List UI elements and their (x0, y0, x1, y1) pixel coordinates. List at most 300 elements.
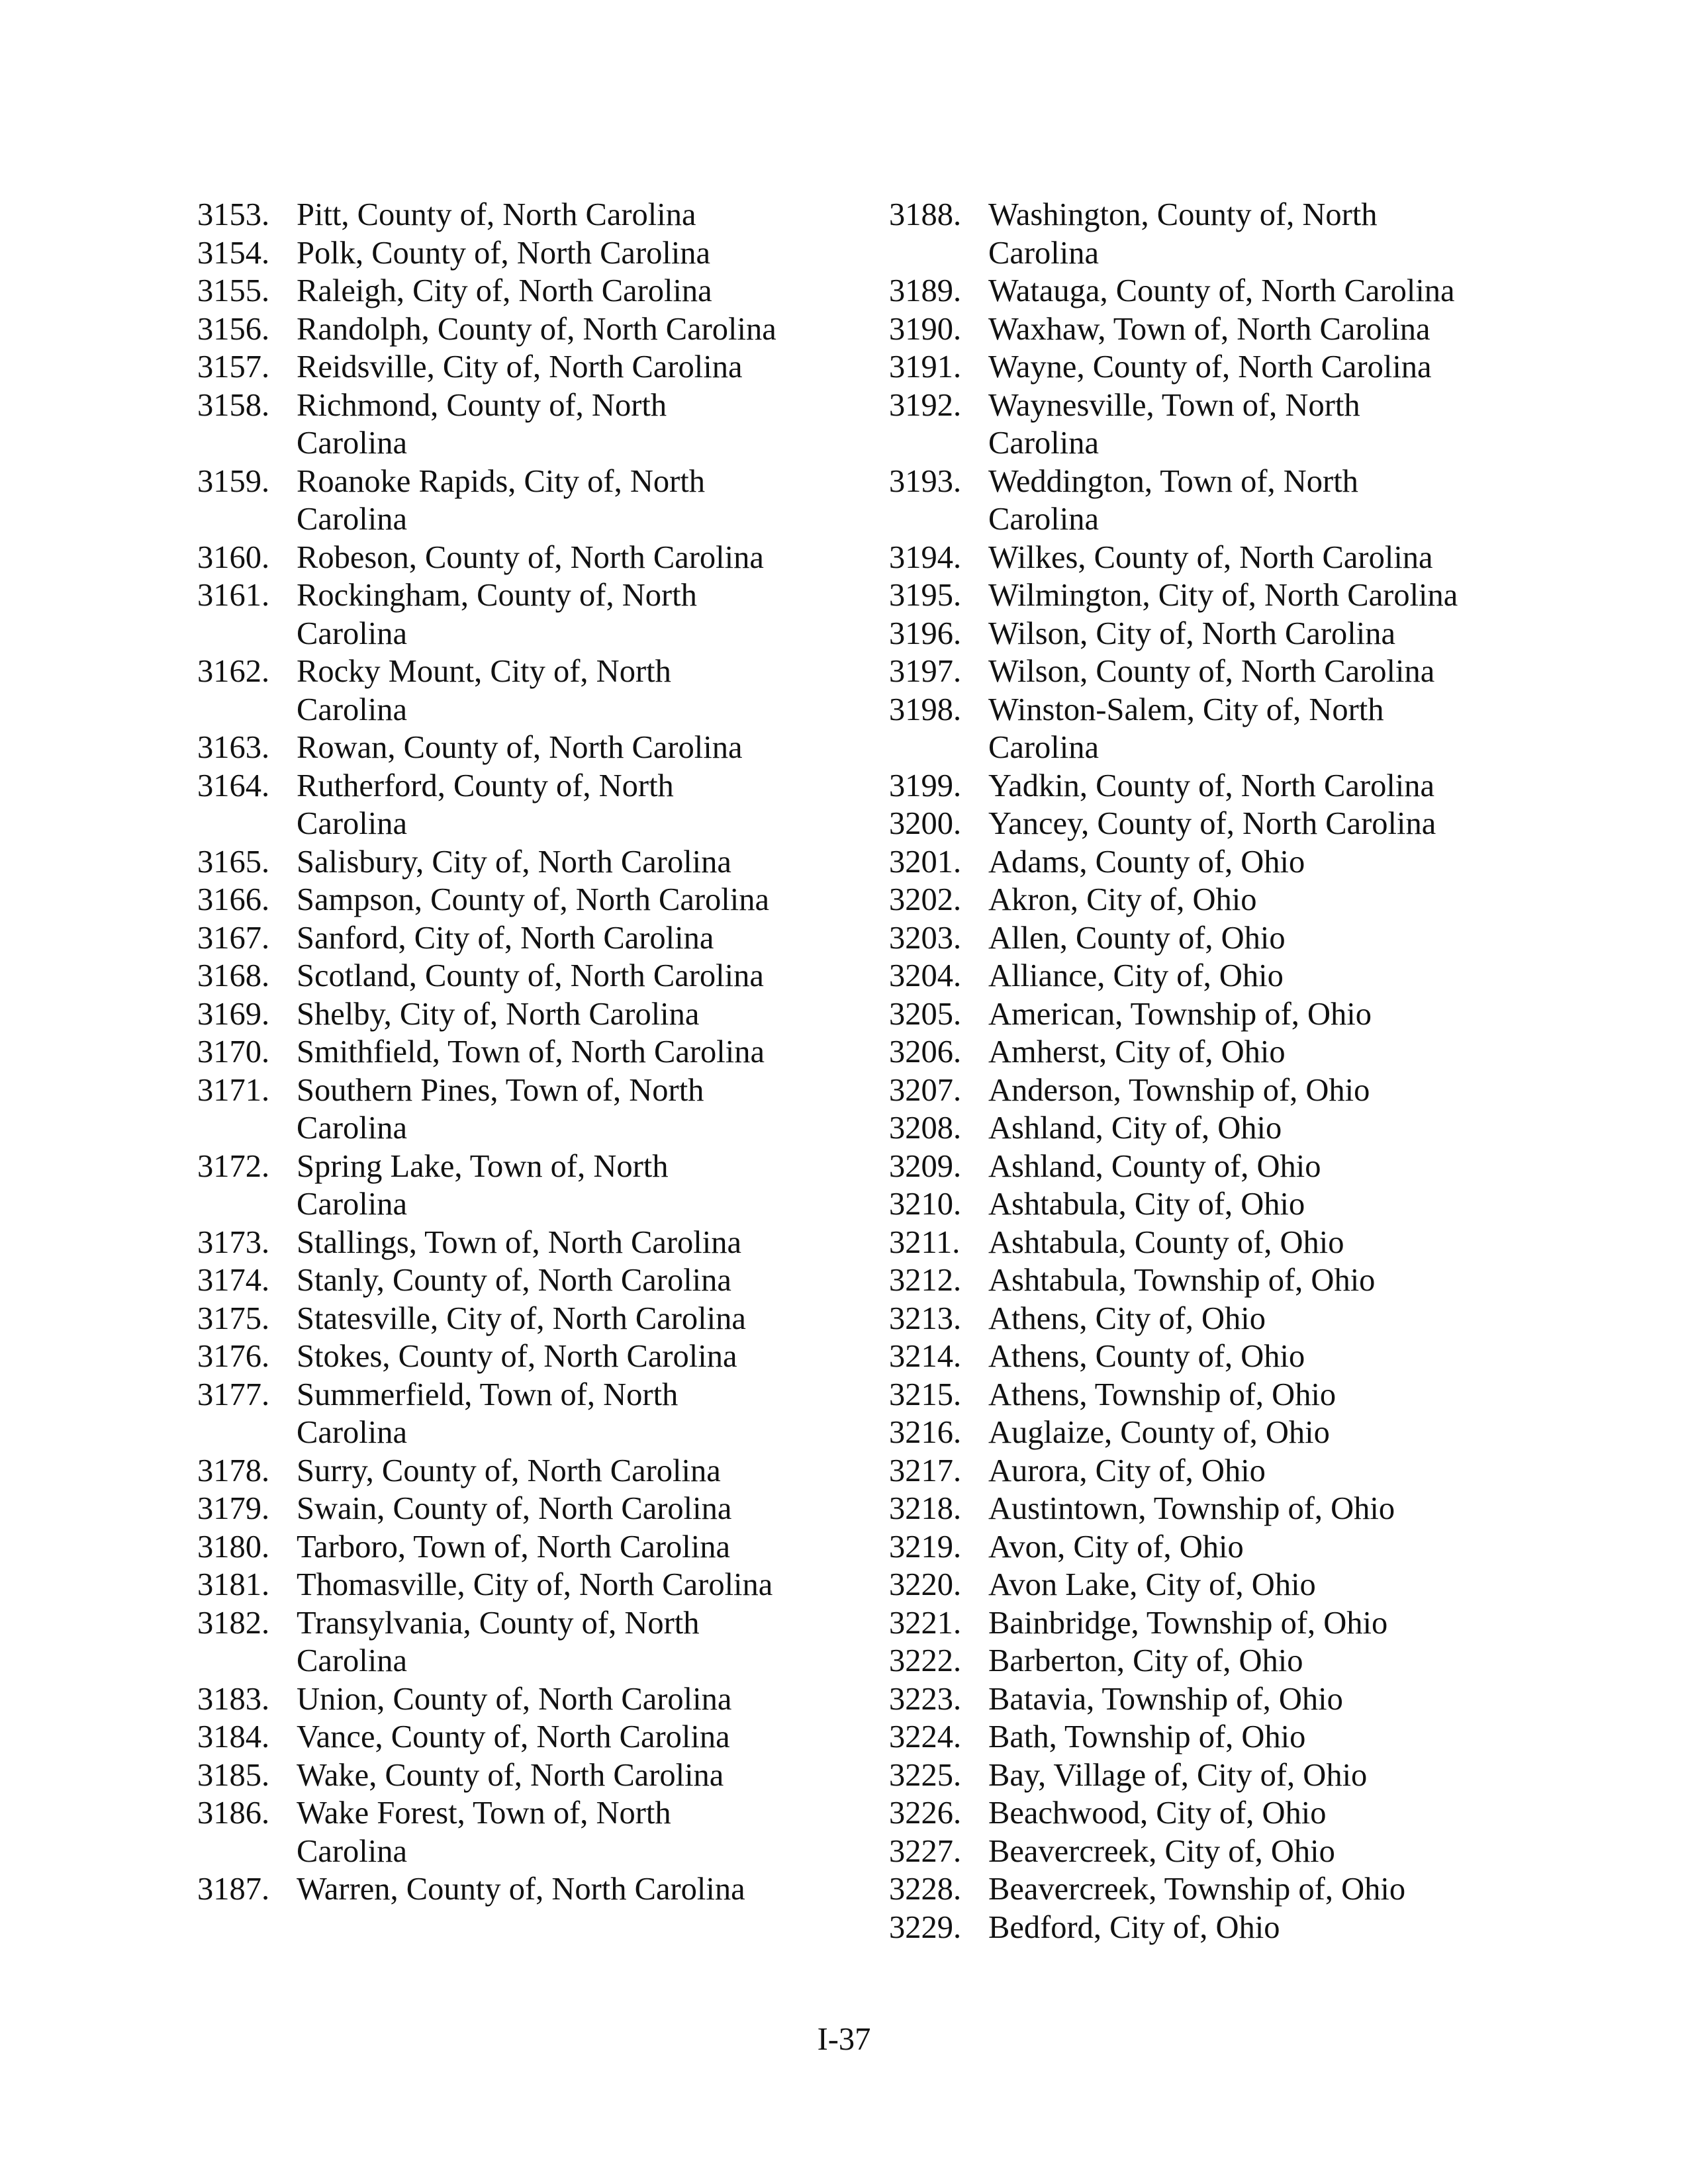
entry-name-line: Ashland, City of, Ohio (988, 1111, 1282, 1146)
entry-name (297, 1604, 859, 1680)
entry-name (988, 767, 1551, 805)
list-item (889, 843, 1551, 882)
entry-name (297, 196, 859, 234)
entry-name-line: Summerfield, Town of, North (297, 1377, 679, 1412)
entry-name-line: Auglaize, County of, Ohio (988, 1415, 1330, 1450)
entry-number: 3188. (889, 197, 962, 232)
entry-name-line: Richmond, County of, North (297, 387, 667, 423)
entry-name-line: Yadkin, County of, North Carolina (988, 768, 1435, 803)
list-item (889, 995, 1551, 1034)
entry-name-line: Carolina (297, 1187, 408, 1222)
list-item (197, 1604, 859, 1680)
entry-name (988, 1870, 1551, 1909)
entry-name-line: Roanoke Rapids, City of, North (297, 463, 705, 499)
entry-number: 3181. (197, 1567, 270, 1602)
entry-name-line: Avon, City of, Ohio (988, 1529, 1244, 1565)
list-item (197, 310, 859, 349)
list-item (197, 1033, 859, 1071)
entry-number: 3166. (197, 882, 270, 917)
entry-name (297, 1224, 859, 1262)
list-item (197, 919, 859, 958)
entry-name-line: Vance, County of, North Carolina (297, 1719, 730, 1754)
entry-number: 3165. (197, 844, 270, 880)
entry-number: 3202. (889, 882, 962, 917)
entry-number: 3215. (889, 1377, 962, 1412)
entry-name-line: Raleigh, City of, North Carolina (297, 273, 712, 308)
entry-name-line: Stanly, County of, North Carolina (297, 1263, 731, 1298)
entry-name (297, 995, 859, 1034)
entry-name-line: Ashland, County of, Ohio (988, 1148, 1321, 1184)
entry-name (988, 1033, 1551, 1071)
entry-number: 3176. (197, 1339, 270, 1374)
list-item (197, 1680, 859, 1719)
entry-name (988, 272, 1551, 310)
entry-number: 3218. (889, 1491, 962, 1526)
list-item (889, 1033, 1551, 1071)
list-item (197, 576, 859, 653)
entry-name (988, 463, 1551, 539)
entry-name-line: Carolina (988, 235, 1100, 271)
entry-name (297, 1300, 859, 1338)
entry-number: 3169. (197, 996, 270, 1032)
list-item (889, 196, 1551, 272)
entry-name (988, 691, 1551, 767)
list-item (889, 805, 1551, 843)
list-item (197, 1528, 859, 1567)
entry-name (988, 310, 1551, 349)
entry-name-line: Salisbury, City of, North Carolina (297, 844, 731, 880)
entry-name (297, 463, 859, 539)
entry-name-line: Surry, County of, North Carolina (297, 1453, 721, 1488)
entry-name-line: Athens, County of, Ohio (988, 1339, 1305, 1374)
entry-name-line: Weddington, Town of, North (988, 463, 1358, 499)
entry-number: 3186. (197, 1796, 270, 1831)
entry-number: 3200. (889, 806, 962, 841)
entry-number: 3195. (889, 578, 962, 613)
entry-name (297, 1756, 859, 1795)
entry-name (988, 957, 1551, 995)
entry-name (297, 310, 859, 349)
list-item (197, 387, 859, 463)
entry-name (297, 1148, 859, 1224)
entry-number: 3205. (889, 996, 962, 1032)
entry-number: 3199. (889, 768, 962, 803)
entry-name-line: Allen, County of, Ohio (988, 920, 1286, 956)
entry-name (297, 957, 859, 995)
entry-name (297, 653, 859, 729)
entry-number: 3193. (889, 463, 962, 499)
list-item (197, 1148, 859, 1224)
list-item (889, 1756, 1551, 1795)
entry-name-line: Amherst, City of, Ohio (988, 1034, 1286, 1069)
entry-name-line: Watauga, County of, North Carolina (988, 273, 1455, 308)
entry-number: 3222. (889, 1643, 962, 1678)
entry-number: 3160. (197, 539, 270, 575)
list-item (197, 1490, 859, 1528)
entry-number: 3216. (889, 1415, 962, 1450)
entry-number: 3168. (197, 958, 270, 993)
list-item (889, 576, 1551, 615)
entry-name-line: Stokes, County of, North Carolina (297, 1339, 737, 1374)
entry-name (297, 539, 859, 577)
entry-number: 3155. (197, 273, 270, 308)
entry-name-line: Carolina (297, 502, 408, 537)
list-item (197, 1794, 859, 1870)
entry-name-line: Wake Forest, Town of, North (297, 1796, 671, 1831)
entry-name (988, 196, 1551, 272)
entry-number: 3214. (889, 1339, 962, 1374)
entry-number: 3158. (197, 387, 270, 423)
entry-number: 3153. (197, 197, 270, 232)
entry-number: 3173. (197, 1224, 270, 1260)
list-item (889, 881, 1551, 919)
entry-name-line: Austintown, Township of, Ohio (988, 1491, 1395, 1526)
list-item (197, 463, 859, 539)
list-item (889, 1490, 1551, 1528)
entry-name-line: Statesville, City of, North Carolina (297, 1300, 746, 1336)
entry-name-line: Randolph, County of, North Carolina (297, 311, 776, 347)
entry-name (988, 1338, 1551, 1376)
entry-name (988, 995, 1551, 1034)
list-item (197, 1261, 859, 1300)
list-item (889, 957, 1551, 995)
entry-number: 3182. (197, 1605, 270, 1641)
entry-name-line: Carolina (297, 692, 408, 727)
entry-name (988, 348, 1551, 387)
entry-name-line: Carolina (297, 426, 408, 461)
list-item (889, 615, 1551, 653)
entry-number: 3201. (889, 844, 962, 880)
entry-name-line: Athens, City of, Ohio (988, 1300, 1266, 1336)
entry-name-line: Ashtabula, Township of, Ohio (988, 1263, 1376, 1298)
entry-name-line: Stallings, Town of, North Carolina (297, 1224, 741, 1260)
list-item (889, 348, 1551, 387)
entry-name-line: Adams, County of, Ohio (988, 844, 1305, 880)
list-item (889, 387, 1551, 463)
entry-name-line: Carolina (988, 426, 1100, 461)
entry-name-line: Bedford, City of, Ohio (988, 1909, 1280, 1945)
list-item (889, 539, 1551, 577)
entry-name-line: Union, County of, North Carolina (297, 1681, 732, 1717)
entry-name (988, 1071, 1551, 1110)
entry-name-line: Swain, County of, North Carolina (297, 1491, 732, 1526)
entry-name-line: Rocky Mount, City of, North (297, 654, 671, 689)
entry-name (297, 1870, 859, 1909)
list-item (889, 1338, 1551, 1376)
entry-number: 3159. (197, 463, 270, 499)
list-item (197, 196, 859, 234)
list-item (889, 1642, 1551, 1680)
list-item (197, 1300, 859, 1338)
list-item (889, 1224, 1551, 1262)
entry-name (297, 767, 859, 843)
entry-number: 3204. (889, 958, 962, 993)
list-item (197, 1338, 859, 1376)
list-item (889, 1109, 1551, 1148)
left-column-list (197, 196, 859, 1909)
entry-name-line: Rowan, County of, North Carolina (297, 730, 743, 765)
entry-name (988, 576, 1551, 615)
entry-name (988, 1680, 1551, 1719)
entry-name (297, 272, 859, 310)
list-item (889, 653, 1551, 691)
list-item (197, 843, 859, 882)
entry-name-line: Bath, Township of, Ohio (988, 1719, 1306, 1754)
entry-number: 3177. (197, 1377, 270, 1412)
entry-name (297, 1718, 859, 1756)
entry-name (988, 843, 1551, 882)
entry-name (988, 1718, 1551, 1756)
list-item (197, 1224, 859, 1262)
entry-name-line: Wilmington, City of, North Carolina (988, 578, 1458, 613)
list-item (889, 919, 1551, 958)
list-item (889, 1566, 1551, 1604)
entry-name (988, 1756, 1551, 1795)
entry-name-line: Carolina (297, 806, 408, 841)
entry-number: 3187. (197, 1872, 270, 1907)
entry-number: 3157. (197, 349, 270, 385)
entry-name (297, 1490, 859, 1528)
list-item (889, 310, 1551, 349)
entry-number: 3206. (889, 1034, 962, 1069)
list-item (197, 234, 859, 273)
entry-number: 3212. (889, 1263, 962, 1298)
entry-number: 3183. (197, 1681, 270, 1717)
entry-name-line: Barberton, City of, Ohio (988, 1643, 1303, 1678)
entry-number: 3163. (197, 730, 270, 765)
entry-name (988, 1833, 1551, 1871)
list-item (889, 463, 1551, 539)
list-item (889, 1604, 1551, 1643)
entry-number: 3207. (889, 1072, 962, 1108)
entry-number: 3194. (889, 539, 962, 575)
entry-name-line: Alliance, City of, Ohio (988, 958, 1284, 993)
list-item (197, 1566, 859, 1604)
entry-number: 3198. (889, 692, 962, 727)
entry-number: 3225. (889, 1757, 962, 1793)
entry-name-line: Smithfield, Town of, North Carolina (297, 1034, 765, 1069)
entry-name-line: Beachwood, City of, Ohio (988, 1796, 1327, 1831)
entry-name-line: Aurora, City of, Ohio (988, 1453, 1266, 1488)
entry-number: 3174. (197, 1263, 270, 1298)
entry-name-line: Bainbridge, Township of, Ohio (988, 1605, 1388, 1641)
entry-name-line: Thomasville, City of, North Carolina (297, 1567, 773, 1602)
entry-number: 3224. (889, 1719, 962, 1754)
entry-number: 3196. (889, 615, 962, 651)
list-item (197, 767, 859, 843)
entry-number: 3184. (197, 1719, 270, 1754)
entry-name-line: Waxhaw, Town of, North Carolina (988, 311, 1430, 347)
entry-name (988, 881, 1551, 919)
list-item (889, 1185, 1551, 1224)
entry-name (988, 1261, 1551, 1300)
entry-number: 3211. (889, 1224, 961, 1260)
entry-name (988, 1452, 1551, 1490)
entry-number: 3172. (197, 1148, 270, 1184)
entry-number: 3197. (889, 654, 962, 689)
right-column-list (889, 196, 1551, 1946)
entry-number: 3185. (197, 1757, 270, 1793)
list-item (197, 881, 859, 919)
entry-name-line: Spring Lake, Town of, North (297, 1148, 669, 1184)
entry-number: 3227. (889, 1833, 962, 1869)
list-item (197, 957, 859, 995)
entry-name-line: Tarboro, Town of, North Carolina (297, 1529, 731, 1565)
entry-number: 3208. (889, 1111, 962, 1146)
entry-name (297, 1071, 859, 1148)
entry-name-line: Anderson, Township of, Ohio (988, 1072, 1370, 1108)
entry-name (297, 348, 859, 387)
entry-number: 3229. (889, 1909, 962, 1945)
entry-number: 3179. (197, 1491, 270, 1526)
entry-name-line: Winston-Salem, City of, North (988, 692, 1384, 727)
entry-name (297, 387, 859, 463)
entry-name-line: Rutherford, County of, North (297, 768, 674, 803)
entry-name-line: Pitt, County of, North Carolina (297, 197, 696, 232)
entry-number: 3164. (197, 768, 270, 803)
entry-name (988, 1909, 1551, 1947)
entry-name-line: Carolina (297, 615, 408, 651)
entry-name-line: Avon Lake, City of, Ohio (988, 1567, 1316, 1602)
entry-number: 3162. (197, 654, 270, 689)
entry-name-line: Ashtabula, County of, Ohio (988, 1224, 1344, 1260)
list-item (889, 1376, 1551, 1414)
entry-number: 3226. (889, 1796, 962, 1831)
entry-name-line: Shelby, City of, North Carolina (297, 996, 700, 1032)
entry-name-line: Carolina (297, 1415, 408, 1450)
list-item (197, 539, 859, 577)
entry-name-line: Wilson, City of, North Carolina (988, 615, 1396, 651)
list-item (889, 1833, 1551, 1871)
entry-name (297, 1566, 859, 1604)
entry-name-line: Wilson, County of, North Carolina (988, 654, 1435, 689)
list-item (197, 1071, 859, 1148)
entry-name-line: Sanford, City of, North Carolina (297, 920, 714, 956)
entry-number: 3192. (889, 387, 962, 423)
entry-name (988, 1566, 1551, 1604)
entry-number: 3219. (889, 1529, 962, 1565)
entry-number: 3221. (889, 1605, 962, 1641)
entry-number: 3220. (889, 1567, 962, 1602)
entry-name (297, 919, 859, 958)
entry-number: 3203. (889, 920, 962, 956)
page-number: I-37 (817, 2022, 871, 2057)
entry-name-line: Akron, City of, Ohio (988, 882, 1257, 917)
entry-name (297, 729, 859, 767)
list-item (889, 1718, 1551, 1756)
entry-name-line: Bay, Village of, City of, Ohio (988, 1757, 1368, 1793)
entry-name-line: Ashtabula, City of, Ohio (988, 1187, 1305, 1222)
entry-name (297, 1376, 859, 1452)
entry-name (297, 1452, 859, 1490)
entry-name-line: Wilkes, County of, North Carolina (988, 539, 1433, 575)
entry-name (988, 1224, 1551, 1262)
entry-name (988, 653, 1551, 691)
entry-name (988, 1148, 1551, 1186)
entry-name-line: Washington, County of, North (988, 197, 1378, 232)
entry-name (297, 843, 859, 882)
list-item (889, 1300, 1551, 1338)
list-item (197, 1376, 859, 1452)
list-item (197, 1718, 859, 1756)
entry-name (988, 1794, 1551, 1833)
entry-name-line: Carolina (297, 1111, 408, 1146)
list-item (889, 1071, 1551, 1110)
entry-name-line: Carolina (297, 1643, 408, 1678)
entry-name-line: Waynesville, Town of, North (988, 387, 1360, 423)
entry-name-line: Carolina (988, 730, 1100, 765)
entry-name (297, 1261, 859, 1300)
entry-name (988, 1109, 1551, 1148)
entry-number: 3167. (197, 920, 270, 956)
entry-name (988, 1604, 1551, 1643)
list-item (889, 1680, 1551, 1719)
list-item (889, 1261, 1551, 1300)
entry-number: 3161. (197, 578, 270, 613)
list-item (197, 995, 859, 1034)
entry-name (988, 1185, 1551, 1224)
entry-name-line: Southern Pines, Town of, North (297, 1072, 704, 1108)
entry-name (297, 1794, 859, 1870)
entry-name-line: Polk, County of, North Carolina (297, 235, 711, 271)
entry-number: 3178. (197, 1453, 270, 1488)
list-item (197, 653, 859, 729)
entry-name-line: Transylvania, County of, North (297, 1605, 700, 1641)
list-item (889, 1870, 1551, 1909)
entry-name (297, 1033, 859, 1071)
entry-name-line: Rockingham, County of, North (297, 578, 697, 613)
list-item (889, 272, 1551, 310)
entry-name (988, 1300, 1551, 1338)
list-item (197, 1756, 859, 1795)
entry-name (988, 1376, 1551, 1414)
entry-name (297, 1338, 859, 1376)
entry-name-line: Carolina (988, 502, 1100, 537)
list-item (889, 1148, 1551, 1186)
entry-name (988, 615, 1551, 653)
list-item (197, 1452, 859, 1490)
list-item (889, 691, 1551, 767)
entry-name-line: Wayne, County of, North Carolina (988, 349, 1432, 385)
entry-number: 3213. (889, 1300, 962, 1336)
entry-name-line: American, Township of, Ohio (988, 996, 1372, 1032)
entry-name-line: Batavia, Township of, Ohio (988, 1681, 1343, 1717)
entry-name-line: Robeson, County of, North Carolina (297, 539, 764, 575)
list-item (197, 348, 859, 387)
entry-number: 3209. (889, 1148, 962, 1184)
entry-name-line: Beavercreek, City of, Ohio (988, 1833, 1335, 1869)
entry-name (988, 1414, 1551, 1452)
list-item (197, 1870, 859, 1909)
entry-name-line: Wake, County of, North Carolina (297, 1757, 724, 1793)
entry-name (988, 1528, 1551, 1567)
list-item (889, 767, 1551, 805)
entry-name (988, 539, 1551, 577)
entry-number: 3156. (197, 311, 270, 347)
entry-number: 3189. (889, 273, 962, 308)
list-item (889, 1452, 1551, 1490)
entry-name (988, 805, 1551, 843)
entry-number: 3217. (889, 1453, 962, 1488)
entry-name-line: Yancey, County of, North Carolina (988, 806, 1436, 841)
entry-name-line: Carolina (297, 1833, 408, 1869)
entry-name (988, 387, 1551, 463)
entry-name (297, 1680, 859, 1719)
entry-name (297, 576, 859, 653)
entry-name (988, 919, 1551, 958)
entry-number: 3175. (197, 1300, 270, 1336)
entry-name-line: Reidsville, City of, North Carolina (297, 349, 743, 385)
